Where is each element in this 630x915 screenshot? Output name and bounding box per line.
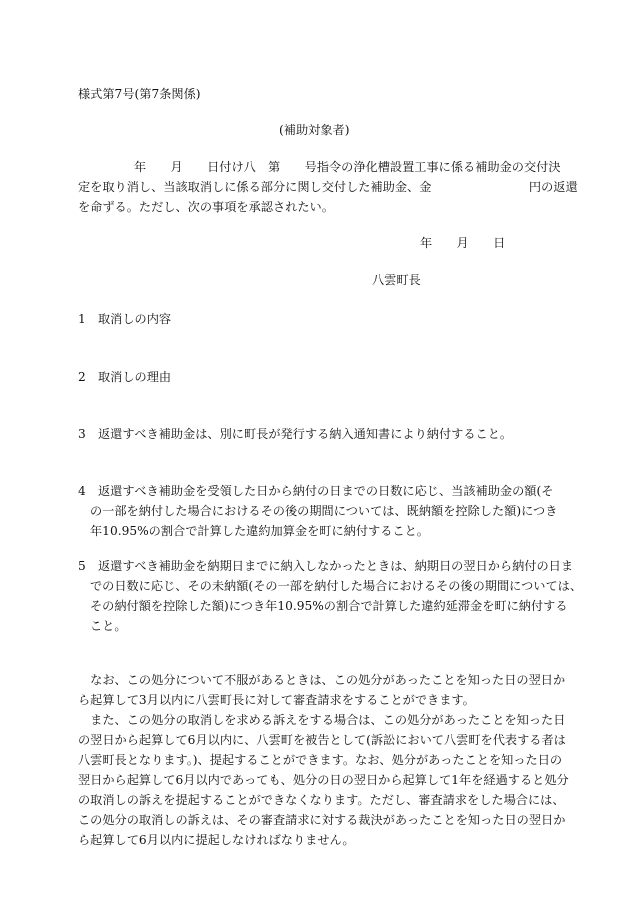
notice-line: 翌日から起算して6月以内であっても、処分の日の翌日から起算して1年を経過すると処分 [78,773,569,787]
item-line: その納付額を控除した額)につき年10.95%の割合で計算した違約延滞金を町に納付する [90,599,568,613]
item-line: の一部を納付した場合におけるその後の期間については、既納額を控除した額)につき [90,504,558,518]
item-cancellation-content [78,309,563,329]
notice-line: の翌日から起算して6月以内に、八雲町を被告として(訴訟において八雲町を代表する者は [78,733,566,747]
item-line: 2 取消しの理由 [78,370,172,384]
item-line: 1 取消しの内容 [78,312,172,326]
item-line: での日数に応じ、その未納額(その一部を納付した場合におけるその後の期間については、 [90,579,583,593]
notice-line: 八雲町長となります。)、提起することができます。なお、処分があったことを知った日の [78,753,563,767]
item-line: 5 返還すべき補助金を納期日までに納入しなかったときは、納期日の翌日から納付の日ま [78,559,574,573]
notice-line: ら起算して3月以内に八雲町長に対して審査請求をすることができます。 [78,693,475,707]
issuer-name: 八雲町長 [372,273,421,287]
item-line: 年10.95%の割合で計算した違約加算金を町に納付すること。 [90,524,429,538]
intro-line: 定を取り消し、当該取消しに係る部分に関し交付した補助金、金 円の返還 [78,180,578,194]
item-refund-payment [78,424,563,444]
notice-line: ら起算して6月以内に提起しなければなりません。 [78,833,355,847]
item-line: 4 返還すべき補助金を受領した日から納付の日までの日数に応じ、当該補助金の額(そ [78,484,554,498]
notice-line: なお、この処分について不服があるときは、この処分があったことを知った日の翌日か [78,673,566,687]
appeal-notice [78,670,569,850]
item-penalty-surcharge [78,481,563,541]
item-late-fee [78,556,583,636]
notice-line: この処分の取消しの訴えは、その審査請求に対する裁決があったことを知った日の翌日か [78,813,566,827]
form-number: 様式第7号(第7条関係) [78,87,201,101]
notice-line: また、この処分の取消しを求める訴えをする場合は、この処分があったことを知った日 [78,713,566,727]
item-line: 3 返還すべき補助金は、別に町長が発行する納入通知書により納付すること。 [78,427,513,441]
intro-paragraph [78,157,578,217]
intro-line: を命ずる。ただし、次の事項を承認されたい。 [78,200,334,214]
item-cancellation-reason [78,367,563,387]
addressee: (補助対象者) [279,123,350,137]
intro-line: 年 月 日付け八 第 号指令の浄化槽設置工事に係る補助金の交付決 [134,160,561,174]
issue-date: 年 月 日 [420,236,506,250]
notice-line: の取消しの訴えを提起することができなくなります。ただし、審査請求をした場合には、 [78,793,565,807]
item-line: こと。 [90,619,127,633]
